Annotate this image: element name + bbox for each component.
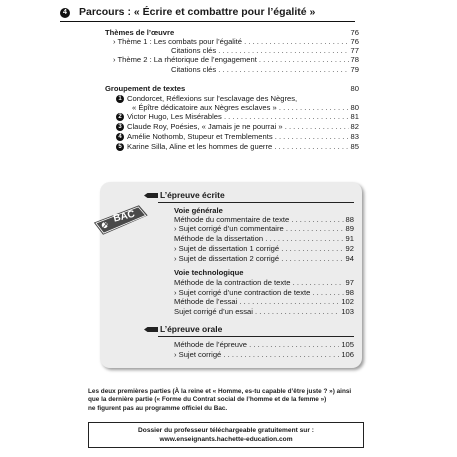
- toc-entry-page: 103: [341, 307, 354, 316]
- program-note: [88, 388, 351, 413]
- toc-entry-page: 80: [350, 103, 359, 112]
- toc-entry-label: Méthode de la dissertation . . .: [174, 234, 344, 243]
- toc-entry-label: › Sujet de dissertation 2 corrigé . . .: [174, 254, 344, 263]
- toc-entry-page: 91: [345, 234, 354, 243]
- voie-techno-heading: Voie technologique: [174, 268, 244, 277]
- toc-entry-label: Condorcet, Réflexions sur l’esclavage des Nègres,: [127, 94, 298, 103]
- item-number-badge: 3: [116, 123, 124, 131]
- toc-entry-page: 102: [341, 297, 354, 306]
- toc-entry-page: 82: [350, 122, 359, 131]
- dossier-box: [88, 422, 364, 448]
- header-rule: [60, 21, 355, 22]
- toc-entry-page: 79: [350, 65, 359, 74]
- toc-entry-page: 81: [350, 112, 359, 121]
- themes-heading-page: 76: [350, 28, 359, 37]
- toc-entry-label: Méthode de la contraction de texte . . .: [174, 278, 344, 287]
- item-number-badge: 2: [116, 113, 124, 121]
- toc-entry-label: « Épître dédicatoire aux Nègres esclaves » . . .: [132, 103, 349, 112]
- orale-rule: [158, 336, 354, 337]
- program-note-line: ne figurent pas au programme officiel du Bac.: [88, 404, 228, 412]
- voie-generale-heading: Voie générale: [174, 206, 223, 215]
- toc-entry-label: Citations clés . . .: [171, 46, 349, 55]
- item-number-badge: 1: [116, 95, 124, 103]
- toc-entry-label: Méthode de l’épreuve . . .: [174, 340, 342, 349]
- section-number-badge: 4: [60, 8, 70, 18]
- toc-entry-label: › Sujet corrigé . . .: [174, 350, 342, 359]
- pen-icon: [144, 327, 158, 332]
- bac-badge-label: BAC: [112, 208, 136, 225]
- toc-entry[interactable]: [127, 94, 359, 103]
- toc-entry-label: › Sujet de dissertation 1 corrigé . . .: [174, 244, 344, 253]
- ecrite-heading: L’épreuve écrite: [160, 190, 225, 200]
- toc-entry-page: 78: [350, 55, 359, 64]
- toc-entry-label: Sujet corrigé d’un essai . . .: [174, 307, 342, 316]
- toc-entry-label: › Sujet corrigé d’une contraction de texte . . .: [174, 288, 344, 297]
- toc-entry-page: 76: [350, 37, 359, 46]
- toc-entry-page: 106: [341, 350, 354, 359]
- section-title: Parcours : « Écrire et combattre pour l’égalité »: [79, 6, 316, 18]
- pen-icon: [144, 193, 158, 198]
- program-note-line: que la dernière partie (« Forme du Contrat social de l’homme et de la femme »): [88, 396, 327, 404]
- ecrite-rule: [158, 202, 354, 203]
- bac-box: [100, 182, 362, 368]
- toc-entry-label: Claude Roy, Poésies, « Jamais je ne pourrai » . . .: [127, 122, 349, 131]
- groupement-heading-page: 80: [350, 84, 359, 93]
- toc-entry-page: 85: [350, 142, 359, 151]
- toc-entry-page: 92: [345, 244, 354, 253]
- toc-entry-page: 98: [345, 288, 354, 297]
- toc-entry-page: 94: [345, 254, 354, 263]
- toc-entry-label: Citations clés . . .: [171, 65, 349, 74]
- toc-entry-label: Amélie Nothomb, Stupeur et Tremblements . . .: [127, 132, 349, 141]
- item-number-badge: 5: [116, 143, 124, 151]
- themes-heading: Thèmes de l’œuvre 76: [105, 28, 359, 37]
- toc-entry-page: 88: [345, 215, 354, 224]
- program-note-line: Les deux premières parties (À la reine et « Homme, es-tu capable d’être juste ? ») ainsi: [88, 388, 352, 395]
- toc-entry-label: › Sujet corrigé d’un commentaire . . .: [174, 224, 344, 233]
- toc-entry-page: 97: [345, 278, 354, 287]
- dossier-link[interactable]: www.enseignants.hachette-education.com: [159, 436, 293, 443]
- toc-entry-page: 89: [345, 224, 354, 233]
- toc-entry-page: 105: [341, 340, 354, 349]
- toc-entry-label: › Thème 1 : Les combats pour l’égalité . . .: [113, 37, 349, 46]
- bac-badge: [90, 201, 152, 238]
- toc-entry-label: Méthode du commentaire de texte . . .: [174, 215, 344, 224]
- toc-entry-page: 77: [350, 46, 359, 55]
- toc-entry-label: Victor Hugo, Les Misérables . . .: [127, 112, 349, 121]
- toc-entry-label: Karine Silla, Aline et les hommes de guerre . . .: [127, 142, 349, 151]
- toc-entry-page: 83: [350, 132, 359, 141]
- item-number-badge: 4: [116, 133, 124, 141]
- dossier-text: Dossier du professeur téléchargeable gratuitement sur :: [138, 427, 314, 434]
- orale-heading: L’épreuve orale: [160, 324, 223, 334]
- toc-entry-label: › Thème 2 : La rhétorique de l’engagement . . .: [113, 55, 349, 64]
- toc-entry-label: Méthode de l’essai . . .: [174, 297, 342, 306]
- groupement-heading: Groupement de textes 80: [105, 84, 359, 93]
